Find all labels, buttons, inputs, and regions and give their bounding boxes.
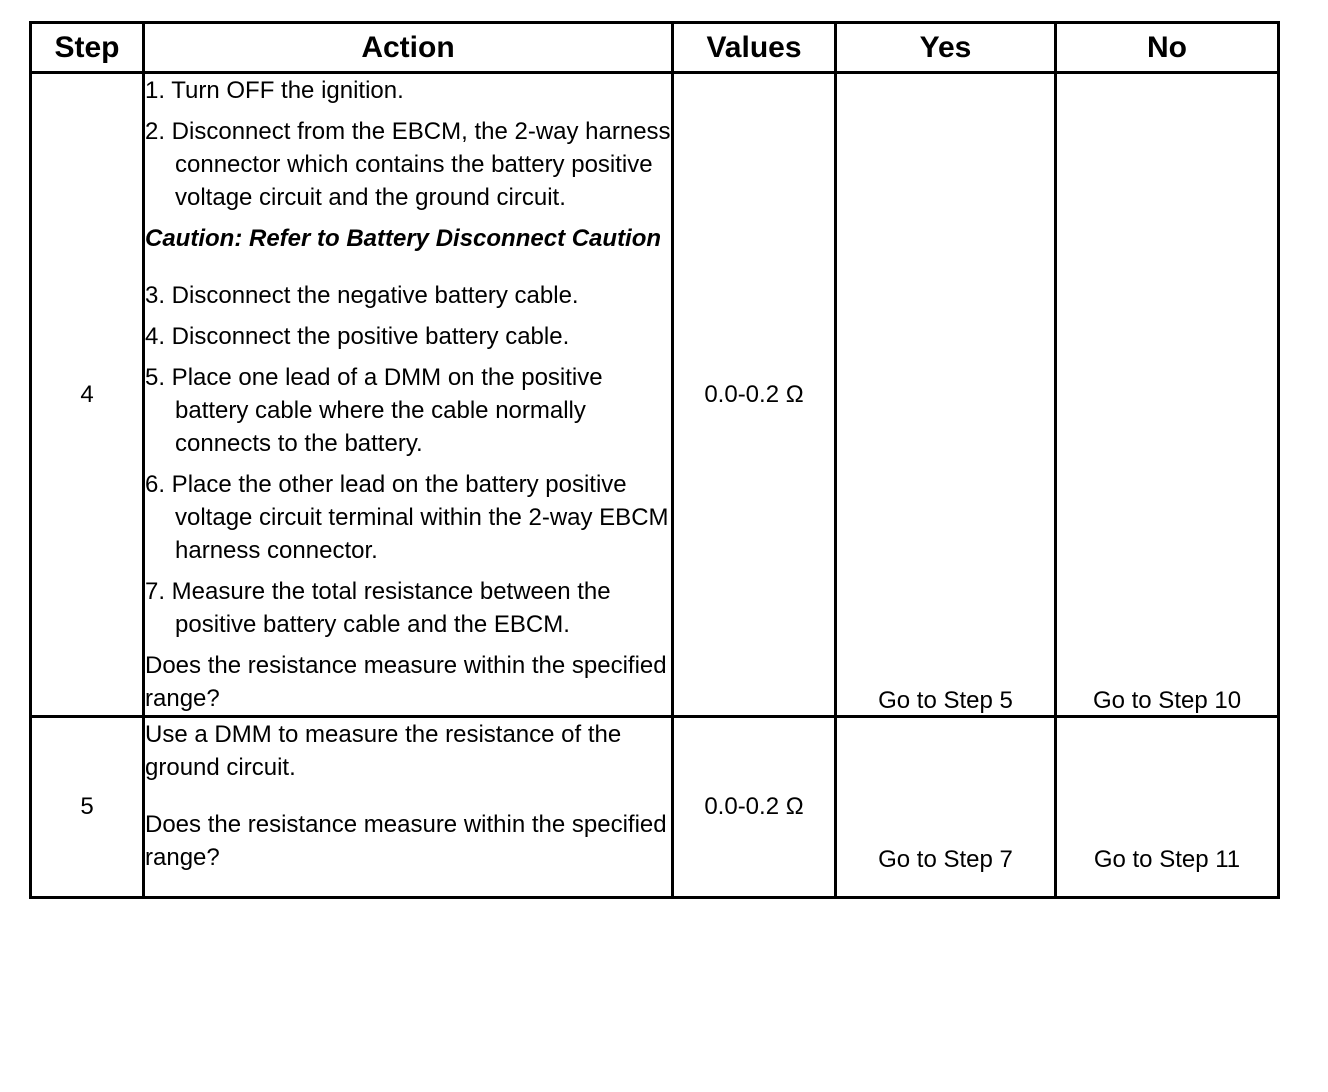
action-step: 6. Place the other lead on the battery positive voltage circuit terminal within the 2-way EBCM harness connector. <box>145 471 669 564</box>
header-values: Values <box>673 23 836 73</box>
action-steps <box>145 279 671 641</box>
table-row <box>31 73 1279 717</box>
action-instruction: Use a DMM to measure the resistance of the ground circuit. <box>145 721 622 781</box>
action-step: 5. Place one lead of a DMM on the positive battery cable where the cable normally connects to the battery. <box>145 364 603 457</box>
header-yes: Yes <box>836 23 1056 73</box>
value-range: 0.0-0.2 Ω <box>673 717 836 898</box>
action-question: Does the resistance measure within the specified range? <box>145 811 667 871</box>
action-cell <box>144 717 673 898</box>
action-cell <box>144 73 673 717</box>
action-step: 1. Turn OFF the ignition. <box>145 77 404 104</box>
step-number: 4 <box>31 73 144 717</box>
table-row <box>31 717 1279 898</box>
action-steps <box>145 74 671 214</box>
no-outcome: Go to Step 11 <box>1056 717 1279 898</box>
action-step: 7. Measure the total resistance between the positive battery cable and the EBCM. <box>145 578 611 638</box>
header-no: No <box>1056 23 1279 73</box>
no-outcome: Go to Step 10 <box>1056 73 1279 717</box>
diagnostic-table <box>29 21 1280 899</box>
yes-outcome: Go to Step 7 <box>836 717 1056 898</box>
action-step: 2. Disconnect from the EBCM, the 2-way harness connector which contains the battery positive voltage circuit and the ground circuit. <box>145 118 671 211</box>
caution-note: Caution: Refer to Battery Disconnect Caution <box>145 225 662 252</box>
action-question: Does the resistance measure within the specified range? <box>145 652 667 712</box>
step-number: 5 <box>31 717 144 898</box>
action-step: 3. Disconnect the negative battery cable. <box>145 282 579 309</box>
yes-outcome: Go to Step 5 <box>836 73 1056 717</box>
header-row <box>31 23 1279 73</box>
header-step: Step <box>31 23 144 73</box>
value-range: 0.0-0.2 Ω <box>673 73 836 717</box>
header-action: Action <box>144 23 673 73</box>
action-step: 4. Disconnect the positive battery cable. <box>145 323 570 350</box>
